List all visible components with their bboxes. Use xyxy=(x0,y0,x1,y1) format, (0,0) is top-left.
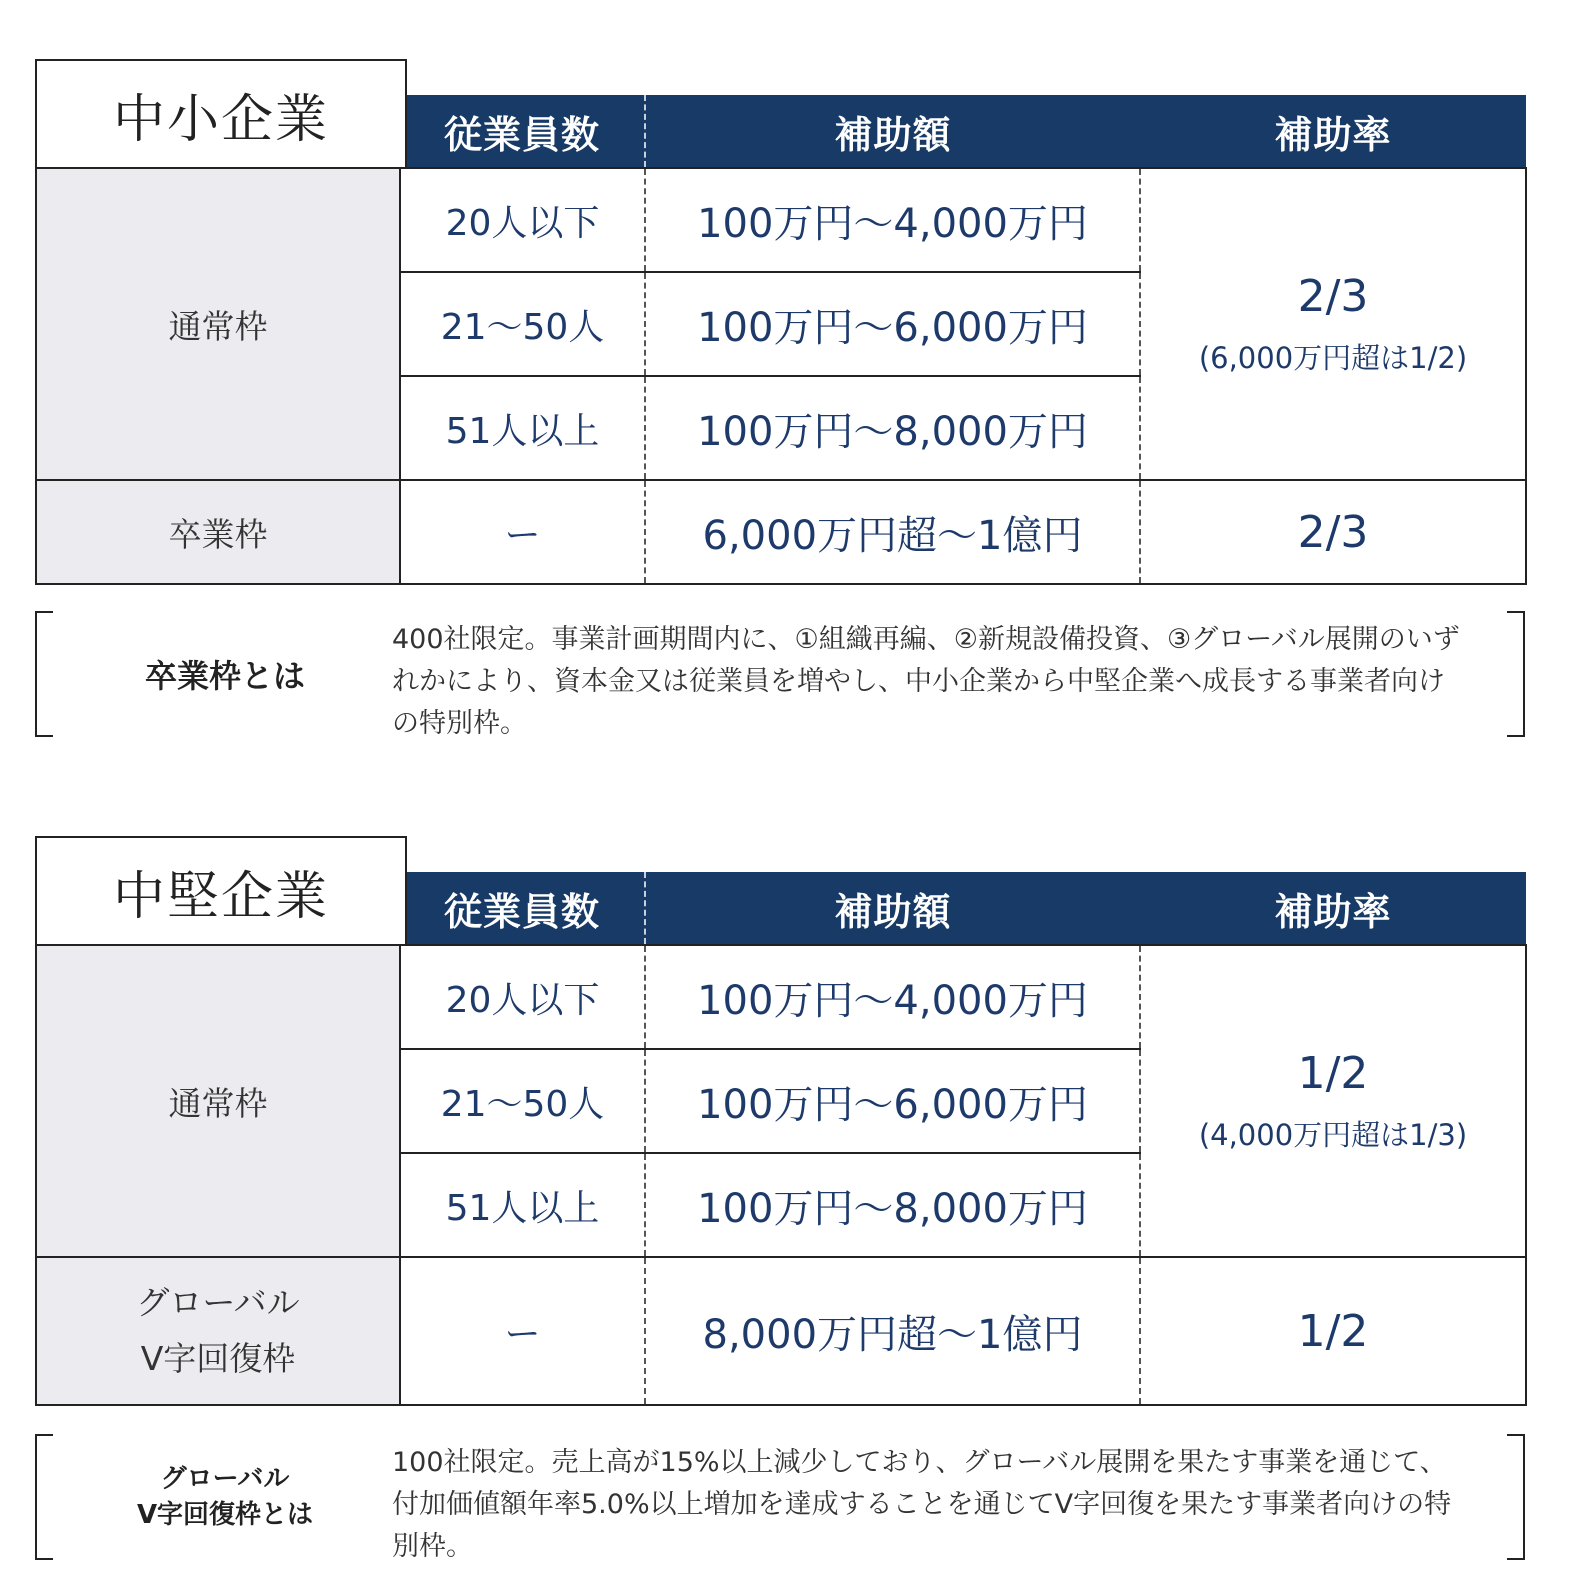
employees-cell: ー xyxy=(400,1257,645,1405)
note-title-line2: V字回復枠とは xyxy=(136,1500,314,1530)
employees-cell: 51人以上 xyxy=(400,376,645,480)
employees-cell: 20人以下 xyxy=(400,168,645,272)
row-label-line2: V字回復枠 xyxy=(140,1339,296,1378)
header-amount: 補助額 xyxy=(645,872,1140,945)
table-row xyxy=(36,1257,1526,1405)
rate-value: 1/2 xyxy=(1297,1048,1369,1099)
employees-cell: ー xyxy=(400,480,645,584)
header-amount: 補助額 xyxy=(645,95,1140,168)
row-label-graduation: 卒業枠 xyxy=(36,480,400,584)
section-title: 中小企業 xyxy=(112,89,329,150)
note-body: 100社限定。売上高が15%以上減少しており、グローバル展開を果たす事業を通じて、付加価値額年率5.0%以上増加を達成することを通じてV字回復を果たす事業者向けの特別枠。 xyxy=(392,1447,1452,1562)
row-label-normal: 通常枠 xyxy=(36,945,400,1257)
row-label-line1: グローバル xyxy=(136,1283,300,1322)
note-body: 400社限定。事業計画期間内に、①組織再編、②新規設備投資、③グローバル展開のいずれかにより、資本金又は従業員を増やし、中小企業から中堅企業へ成長する事業者向けの特別枠。 xyxy=(392,624,1460,739)
table-row xyxy=(36,168,1526,272)
midsize-table xyxy=(35,872,1527,1406)
note-title: 卒業枠とは xyxy=(144,657,305,695)
section-title-box xyxy=(35,59,407,167)
amount-cell: 100万円〜8,000万円 xyxy=(645,1153,1140,1257)
rate-value: 1/2 xyxy=(1297,1305,1369,1357)
rate-cell xyxy=(1140,480,1526,584)
employees-cell: 51人以上 xyxy=(400,1153,645,1257)
amount-cell: 100万円〜6,000万円 xyxy=(645,1049,1140,1153)
row-label-global-v xyxy=(36,1257,400,1405)
header-employees: 従業員数 xyxy=(400,872,645,945)
amount-cell: 100万円〜8,000万円 xyxy=(645,376,1140,480)
table-row xyxy=(36,480,1526,584)
rate-cell xyxy=(1140,945,1526,1257)
sme-table xyxy=(35,95,1527,585)
bracket-left xyxy=(35,611,53,737)
bracket-right xyxy=(1507,611,1525,737)
employees-cell: 21〜50人 xyxy=(400,1049,645,1153)
employees-cell: 21〜50人 xyxy=(400,272,645,376)
header-rate: 補助率 xyxy=(1140,95,1526,168)
rate-value: 2/3 xyxy=(1297,506,1369,558)
amount-cell: 8,000万円超〜1億円 xyxy=(645,1257,1140,1405)
note-box xyxy=(35,1434,1525,1560)
bracket-right xyxy=(1507,1434,1525,1560)
employees-cell: 20人以下 xyxy=(400,945,645,1049)
note-title xyxy=(55,1434,395,1560)
rate-note: (6,000万円超は1/2) xyxy=(1198,341,1468,375)
amount-cell: 6,000万円超〜1億円 xyxy=(645,480,1140,584)
amount-cell: 100万円〜6,000万円 xyxy=(645,272,1140,376)
section-title-box xyxy=(35,836,407,944)
table-row xyxy=(36,945,1526,1049)
row-label-normal: 通常枠 xyxy=(36,168,400,480)
rate-note: (4,000万円超は1/3) xyxy=(1198,1118,1468,1152)
rate-value: 2/3 xyxy=(1297,271,1369,322)
amount-cell: 100万円〜4,000万円 xyxy=(645,945,1140,1049)
rate-cell xyxy=(1140,168,1526,480)
note-title-line1: グローバル xyxy=(160,1464,290,1494)
note-box xyxy=(35,611,1525,737)
header-employees: 従業員数 xyxy=(400,95,645,168)
rate-cell xyxy=(1140,1257,1526,1405)
bracket-left xyxy=(35,1434,53,1560)
header-rate: 補助率 xyxy=(1140,872,1526,945)
amount-cell: 100万円〜4,000万円 xyxy=(645,168,1140,272)
section-title: 中堅企業 xyxy=(112,866,329,927)
